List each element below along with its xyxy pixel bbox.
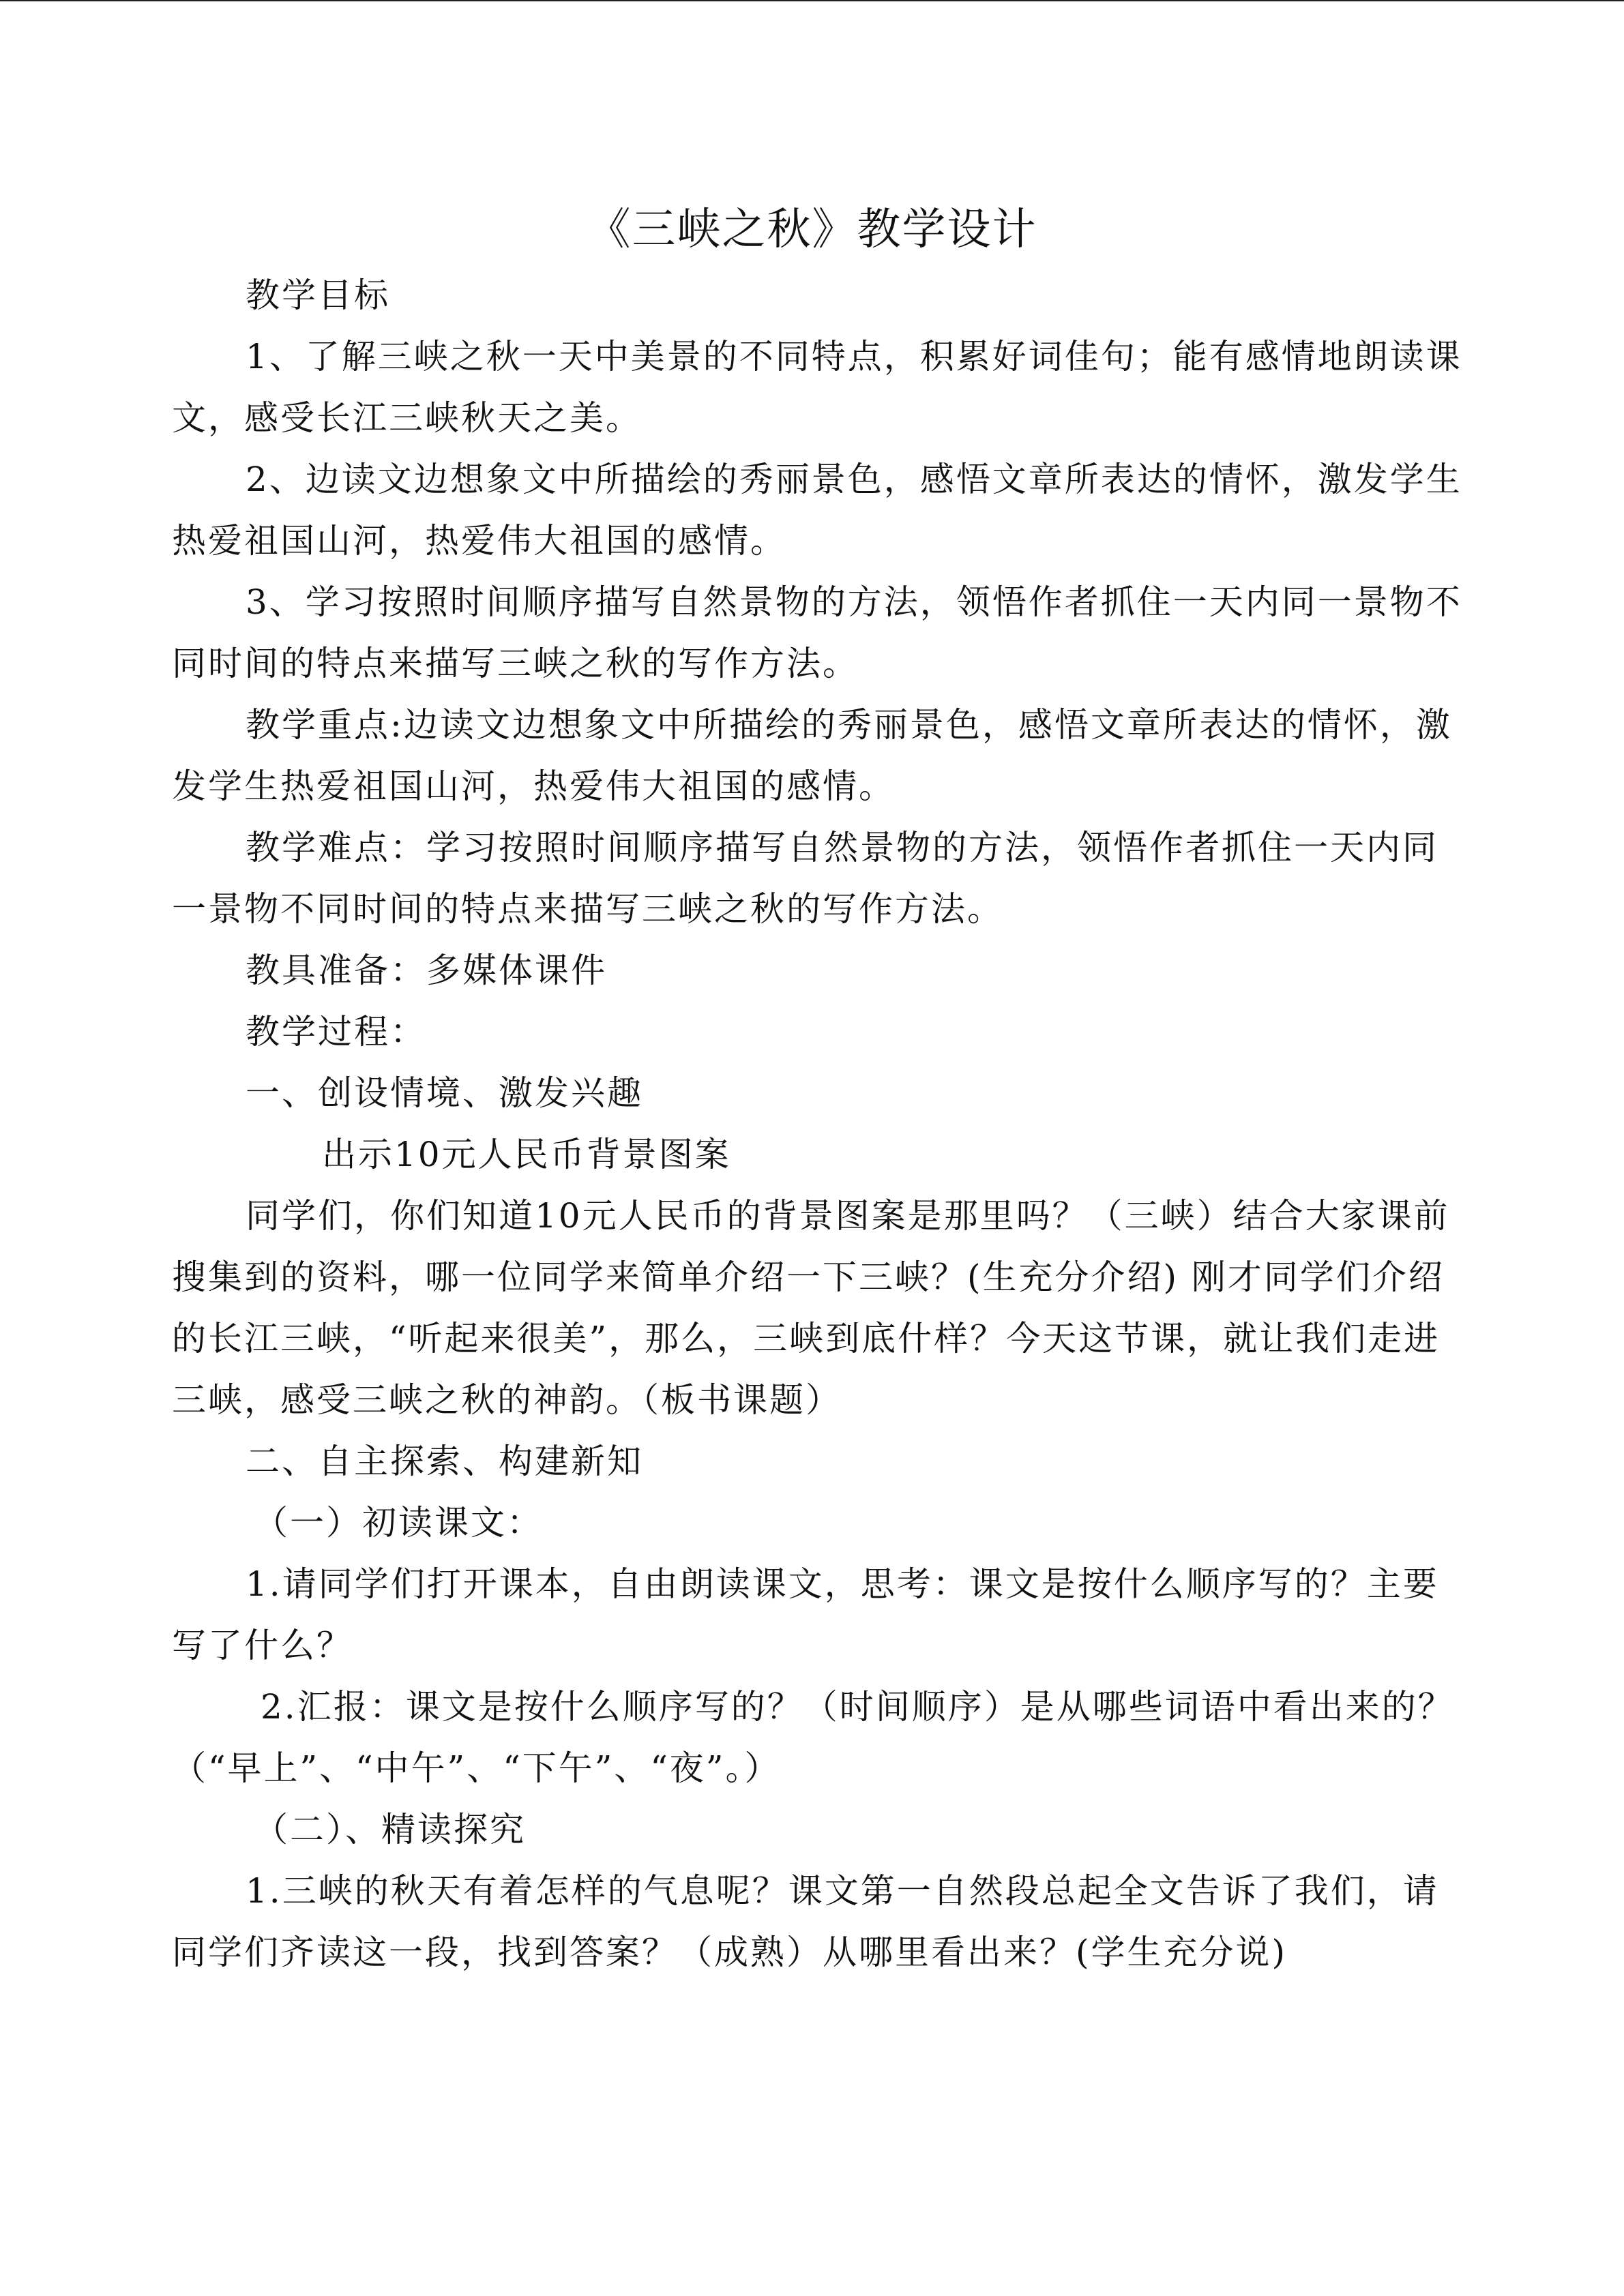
step-2-heading: 二、自主探索、构建新知 xyxy=(246,1442,643,1481)
key-point: 教学重点:边读文边想象文中所描绘的秀丽景色，感悟文章所表达的情怀，激发学生热爱祖国山河，热爱伟大祖国的感情。 xyxy=(172,705,1452,806)
document-body xyxy=(172,265,1468,1983)
sub-heading-close-reading: （二）、精读探究 xyxy=(254,1810,526,1849)
first-reading-task-2: 2.汇报：课文是按什么顺序写的？（时间顺序）是从哪些词语中看出来的？（“早上”、“中午”、“下午”、“夜”。） xyxy=(172,1687,1454,1788)
objective-1: 1、了解三峡之秋一天中美景的不同特点，积累好词佳句；能有感情地朗读课文，感受长江三峡秋天之美。 xyxy=(172,337,1462,438)
show-banknote: 出示10元人民币背景图案 xyxy=(322,1135,731,1174)
teaching-aids: 教具准备：多媒体课件 xyxy=(246,951,607,990)
objective-2: 2、边读文边想象文中所描绘的秀丽景色，感悟文章所表达的情怀，激发学生热爱祖国山河，热爱伟大祖国的感情。 xyxy=(172,460,1462,561)
section-heading-process: 教学过程： xyxy=(246,1012,426,1052)
section-heading-objectives: 教学目标 xyxy=(246,275,390,315)
first-reading-task-1: 1.请同学们打开课本，自由朗读课文，思考：课文是按什么顺序写的？主要写了什么？ xyxy=(172,1564,1439,1665)
sub-heading-first-reading: （一）初读课文： xyxy=(254,1503,543,1542)
objective-3: 3、学习按照时间顺序描写自然景物的方法，领悟作者抓住一天内同一景物不同时间的特点来描写三峡之秋的写作方法。 xyxy=(172,582,1462,683)
step-1-heading: 一、创设情境、激发兴趣 xyxy=(246,1073,643,1113)
document-title: 《三峡之秋》教学设计 xyxy=(587,205,1037,255)
close-reading-task-1: 1.三峡的秋天有着怎样的气息呢？课文第一自然段总起全文告诉了我们，请同学们齐读这一段，找到答案？（成熟）从哪里看出来？(学生充分说) xyxy=(172,1871,1439,1972)
intro-paragraph: 同学们，你们知道10元人民币的背景图案是那里吗？（三峡）结合大家课前搜集到的资料，哪一位同学来简单介绍一下三峡？(生充分介绍) 刚才同学们介绍的长江三峡，“听起来很美”，那么，三峡到底什样？今天这节课，就让我们走进三峡，感受三峡之秋的神韵。（板书课题） xyxy=(172,1196,1450,1420)
difficult-point: 教学难点：学习按照时间顺序描写自然景物的方法，领悟作者抓住一天内同一景物不同时间的特点来描写三峡之秋的写作方法。 xyxy=(172,828,1438,929)
